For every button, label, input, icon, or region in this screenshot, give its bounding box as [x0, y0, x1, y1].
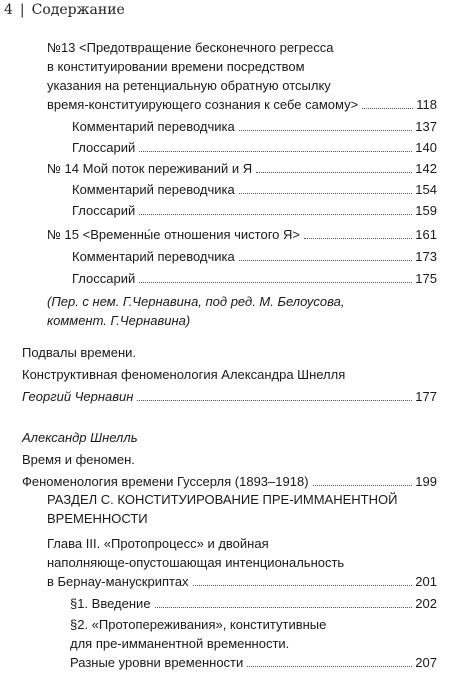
toc-label: № 15 <Временны́е отношения чистого Я> — [47, 227, 300, 242]
toc-label: §1. Введение — [70, 596, 151, 611]
toc-entry-13-line-2: в конституировании времени посредством — [47, 59, 305, 74]
toc-title-line-2: Феноменология времени Гуссерля (1893–1918) — [22, 474, 309, 489]
paragraph-line-2: для пре-имманентной временности. — [70, 636, 290, 651]
leader-dots — [139, 150, 412, 152]
toc-title-line-1: Время и феномен. — [22, 452, 135, 467]
leader-dots — [362, 107, 413, 109]
toc-entry-podvaly[interactable] — [22, 343, 437, 406]
toc-paragraph-1[interactable] — [70, 594, 437, 613]
toc-entry-13-line-1: №13 <Предотвращение бесконечного регресса — [47, 40, 334, 55]
toc-entry-14[interactable] — [47, 159, 437, 178]
leader-dots — [139, 213, 412, 215]
chapter-line-2: наполняюще-опустошающая интенциональность — [47, 555, 345, 570]
toc-label: Глоссарий — [72, 203, 136, 218]
page-ref: 154 — [415, 182, 437, 197]
chapter-line-1: Глава III. «Протопроцесс» и двойная — [47, 536, 269, 551]
toc-label: Разные уровни временности — [70, 655, 244, 670]
chapter-line-3: в Бернау-манускриптах — [47, 574, 189, 589]
page-ref: 118 — [416, 97, 437, 112]
leader-dots — [155, 606, 413, 608]
leader-dots — [304, 237, 412, 239]
leader-dots — [239, 129, 413, 131]
toc-entry-13[interactable] — [47, 38, 437, 114]
running-header — [4, 2, 125, 18]
toc-entry-14-comment[interactable] — [72, 180, 437, 199]
credits-line-2: коммент. Г.Чернавина) — [47, 313, 191, 328]
leader-dots — [247, 665, 412, 667]
page-ref: 140 — [415, 140, 437, 155]
section-line-1: РАЗДЕЛ С. КОНСТИТУИРОВАНИЕ ПРЕ-ИММАНЕНТНОЙ — [47, 492, 398, 507]
toc-label: Комментарий переводчика — [72, 182, 235, 197]
toc-section-c[interactable] — [47, 490, 437, 528]
leader-dots — [137, 399, 412, 401]
header-separator: | — [19, 2, 25, 18]
page-ref: 137 — [415, 119, 437, 134]
page-ref: 173 — [415, 249, 437, 264]
toc-entry-13-glossary[interactable] — [72, 138, 437, 157]
leader-dots — [193, 584, 413, 586]
toc-label: Комментарий переводчика — [72, 119, 235, 134]
leader-dots — [313, 484, 413, 486]
page-ref: 161 — [415, 227, 437, 242]
credits-line-1: (Пер. с нем. Г.Чернавина, под ред. М. Белоусова, — [47, 294, 345, 309]
toc-title-line-1: Подвалы времени. — [22, 345, 136, 360]
toc-label: Глоссарий — [72, 271, 136, 286]
toc-entry-15-comment[interactable] — [72, 247, 437, 266]
toc-entry-13-line-4: время-конституирующего сознания к себе самому> — [47, 97, 359, 112]
toc-entry-13-comment[interactable] — [72, 117, 437, 136]
leader-dots — [239, 192, 413, 194]
leader-dots — [139, 281, 412, 283]
toc-author: Георгий Чернавин — [22, 389, 134, 404]
toc-label: Комментарий переводчика — [72, 249, 235, 264]
toc-entry-15[interactable] — [47, 225, 437, 244]
paragraph-line-1: §2. «Протопереживания», конститутивные — [70, 617, 327, 632]
toc-entry-15-glossary[interactable] — [72, 269, 437, 288]
page-ref: 142 — [415, 161, 437, 176]
page-ref: 199 — [415, 474, 437, 489]
toc-chapter-3[interactable] — [47, 534, 437, 591]
page-ref: 207 — [415, 655, 437, 670]
page-ref: 177 — [415, 389, 437, 404]
toc-paragraph-2[interactable] — [70, 615, 437, 672]
toc-entry-schnell[interactable] — [22, 428, 437, 491]
toc-label: № 14 Мой поток переживаний и Я — [47, 161, 253, 176]
section-line-2: ВРЕМЕННОСТИ — [47, 511, 148, 526]
toc-entry-14-glossary[interactable] — [72, 201, 437, 220]
page-number: 4 — [4, 2, 13, 18]
leader-dots — [239, 259, 413, 261]
translation-credits — [47, 292, 437, 330]
toc-author: Александр Шнелль — [22, 430, 138, 445]
page-ref: 202 — [415, 596, 437, 611]
section-title: Содержание — [31, 2, 125, 18]
page-ref: 175 — [415, 271, 437, 286]
leader-dots — [256, 171, 412, 173]
page-ref: 201 — [415, 574, 437, 589]
toc-label: Глоссарий — [72, 140, 136, 155]
page-ref: 159 — [415, 203, 437, 218]
toc-entry-13-line-3: указания на ретенциальную обратную отсылку — [47, 78, 331, 93]
toc-title-line-2: Конструктивная феноменология Александра Шнелля — [22, 367, 346, 382]
